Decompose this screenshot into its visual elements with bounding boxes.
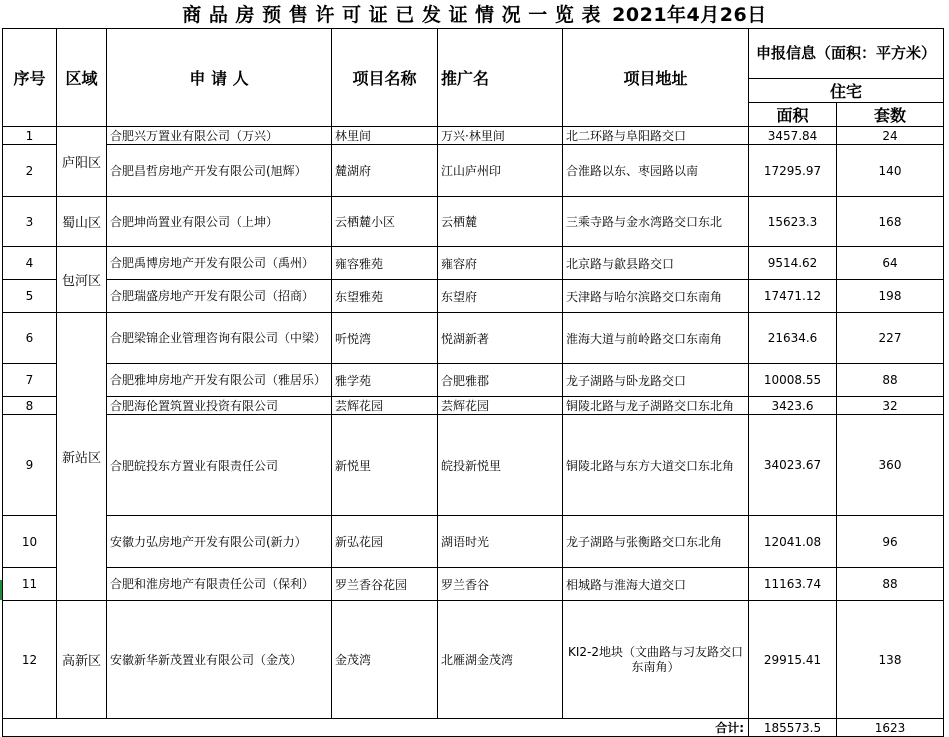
row-project: 麓湖府: [332, 145, 438, 197]
header-row: [3, 29, 944, 79]
row-applicant: 合肥兴万置业有限公司（万兴）: [107, 127, 332, 145]
presale-permit-table: [2, 28, 944, 737]
header-region: 区域: [57, 29, 107, 127]
row-applicant: 安徽新华新茂置业有限公司（金茂）: [107, 601, 332, 719]
row-units: 140: [837, 145, 944, 197]
row-project: 雅学苑: [332, 364, 438, 397]
row-address: 相城路与淮海大道交口: [563, 568, 749, 601]
row-address: 合淮路以东、枣园路以南: [563, 145, 749, 197]
row-area: 17295.97: [749, 145, 837, 197]
row-applicant: 合肥皖投东方置业有限责任公司: [107, 415, 332, 516]
row-seq: 11: [3, 568, 57, 601]
row-project: 林里间: [332, 127, 438, 145]
row-units: 88: [837, 568, 944, 601]
total-area: 185573.5: [749, 719, 837, 737]
row-area: 29915.41: [749, 601, 837, 719]
row-units: 64: [837, 247, 944, 280]
row-project: 听悦湾: [332, 313, 438, 364]
row-units: 198: [837, 280, 944, 313]
table-row: [3, 145, 944, 197]
row-promo: 悦湖新著: [438, 313, 563, 364]
table-row: [3, 516, 944, 568]
table-row: [3, 197, 944, 247]
row-address: 北二环路与阜阳路交口: [563, 127, 749, 145]
row-seq: 5: [3, 280, 57, 313]
row-address: 三乘寺路与金水湾路交口东北: [563, 197, 749, 247]
row-promo: 湖语时光: [438, 516, 563, 568]
row-address: KI2-2地块（文曲路与习友路交口东南角）: [563, 601, 749, 719]
row-address: 龙子湖路与卧龙路交口: [563, 364, 749, 397]
row-area: 3423.6: [749, 397, 837, 415]
row-seq: 8: [3, 397, 57, 415]
row-units: 32: [837, 397, 944, 415]
row-applicant: 合肥梁锦企业管理咨询有限公司（中梁）: [107, 313, 332, 364]
header-area: 面积: [749, 103, 837, 127]
row-units: 88: [837, 364, 944, 397]
row-units: 96: [837, 516, 944, 568]
row-applicant: 合肥雅坤房地产开发有限公司（雅居乐）: [107, 364, 332, 397]
row-applicant: 合肥和淮房地产有限责任公司（保利）: [107, 568, 332, 601]
row-seq: 4: [3, 247, 57, 280]
row-seq: 7: [3, 364, 57, 397]
row-promo: 云栖麓: [438, 197, 563, 247]
row-address: 龙子湖路与张衡路交口东北角: [563, 516, 749, 568]
row-address: 铜陵北路与东方大道交口东北角: [563, 415, 749, 516]
table-row: [3, 415, 944, 516]
row-project: 罗兰香谷花园: [332, 568, 438, 601]
region-cell: 高新区: [57, 601, 107, 719]
row-promo: 芸辉花园: [438, 397, 563, 415]
row-area: 15623.3: [749, 197, 837, 247]
row-units: 360: [837, 415, 944, 516]
region-cell: 新站区: [57, 313, 107, 601]
row-project: 雍容雅苑: [332, 247, 438, 280]
row-promo: 皖投新悦里: [438, 415, 563, 516]
row-promo: 东望府: [438, 280, 563, 313]
row-promo: 北雁湖金茂湾: [438, 601, 563, 719]
title-date: 2021年4月26日: [612, 4, 767, 26]
row-applicant: 合肥昌哲房地产开发有限公司(旭辉）: [107, 145, 332, 197]
row-area: 21634.6: [749, 313, 837, 364]
table-row: [3, 280, 944, 313]
total-label: 合计:: [3, 719, 749, 737]
title-main: 商 品 房 预 售 许 可 证 已 发 证 情 况 一 览 表: [182, 4, 602, 26]
total-row: [3, 719, 944, 737]
row-address: 北京路与歙县路交口: [563, 247, 749, 280]
row-applicant: 合肥禹博房地产开发有限公司（禹州）: [107, 247, 332, 280]
region-cell: 庐阳区: [57, 127, 107, 197]
row-units: 138: [837, 601, 944, 719]
row-project: 新弘花园: [332, 516, 438, 568]
page-title: [0, 0, 949, 28]
table-row: [3, 397, 944, 415]
row-promo: 雍容府: [438, 247, 563, 280]
cell-cursor-marker: [0, 580, 2, 600]
row-applicant: 合肥坤尚置业有限公司（上坤）: [107, 197, 332, 247]
row-area: 34023.67: [749, 415, 837, 516]
header-report-info: 申报信息（面积：平方米）: [749, 29, 944, 79]
row-seq: 6: [3, 313, 57, 364]
row-applicant: 安徽力弘房地产开发有限公司(新力）: [107, 516, 332, 568]
row-applicant: 合肥瑞盛房地产开发有限公司（招商）: [107, 280, 332, 313]
header-seq: 序号: [3, 29, 57, 127]
row-seq: 12: [3, 601, 57, 719]
row-units: 168: [837, 197, 944, 247]
row-units: 24: [837, 127, 944, 145]
row-promo: 合肥雅郡: [438, 364, 563, 397]
row-seq: 9: [3, 415, 57, 516]
row-area: 17471.12: [749, 280, 837, 313]
region-cell: 蜀山区: [57, 197, 107, 247]
row-promo: 罗兰香谷: [438, 568, 563, 601]
header-address: 项目地址: [563, 29, 749, 127]
row-project: 东望雅苑: [332, 280, 438, 313]
row-units: 227: [837, 313, 944, 364]
row-area: 3457.84: [749, 127, 837, 145]
table-row: [3, 364, 944, 397]
table-row: [3, 247, 944, 280]
header-project-name: 项目名称: [332, 29, 438, 127]
header-applicant: 申 请 人: [107, 29, 332, 127]
row-seq: 3: [3, 197, 57, 247]
table-row: [3, 127, 944, 145]
row-promo: 江山庐州印: [438, 145, 563, 197]
row-promo: 万兴·林里间: [438, 127, 563, 145]
row-address: 淮海大道与前岭路交口东南角: [563, 313, 749, 364]
row-project: 新悦里: [332, 415, 438, 516]
row-project: 云栖麓小区: [332, 197, 438, 247]
row-seq: 10: [3, 516, 57, 568]
header-promo-name: 推广名: [438, 29, 563, 127]
total-units: 1623: [837, 719, 944, 737]
region-cell: 包河区: [57, 247, 107, 313]
row-area: 9514.62: [749, 247, 837, 280]
row-address: 天津路与哈尔滨路交口东南角: [563, 280, 749, 313]
table-row: [3, 568, 944, 601]
row-seq: 1: [3, 127, 57, 145]
row-area: 11163.74: [749, 568, 837, 601]
header-units: 套数: [837, 103, 944, 127]
table-row: [3, 601, 944, 719]
header-residential: 住宅: [749, 79, 944, 103]
row-applicant: 合肥海伦置筑置业投资有限公司: [107, 397, 332, 415]
row-area: 12041.08: [749, 516, 837, 568]
row-project: 金茂湾: [332, 601, 438, 719]
row-project: 芸辉花园: [332, 397, 438, 415]
table-row: [3, 313, 944, 364]
row-address: 铜陵北路与龙子湖路交口东北角: [563, 397, 749, 415]
row-seq: 2: [3, 145, 57, 197]
row-area: 10008.55: [749, 364, 837, 397]
